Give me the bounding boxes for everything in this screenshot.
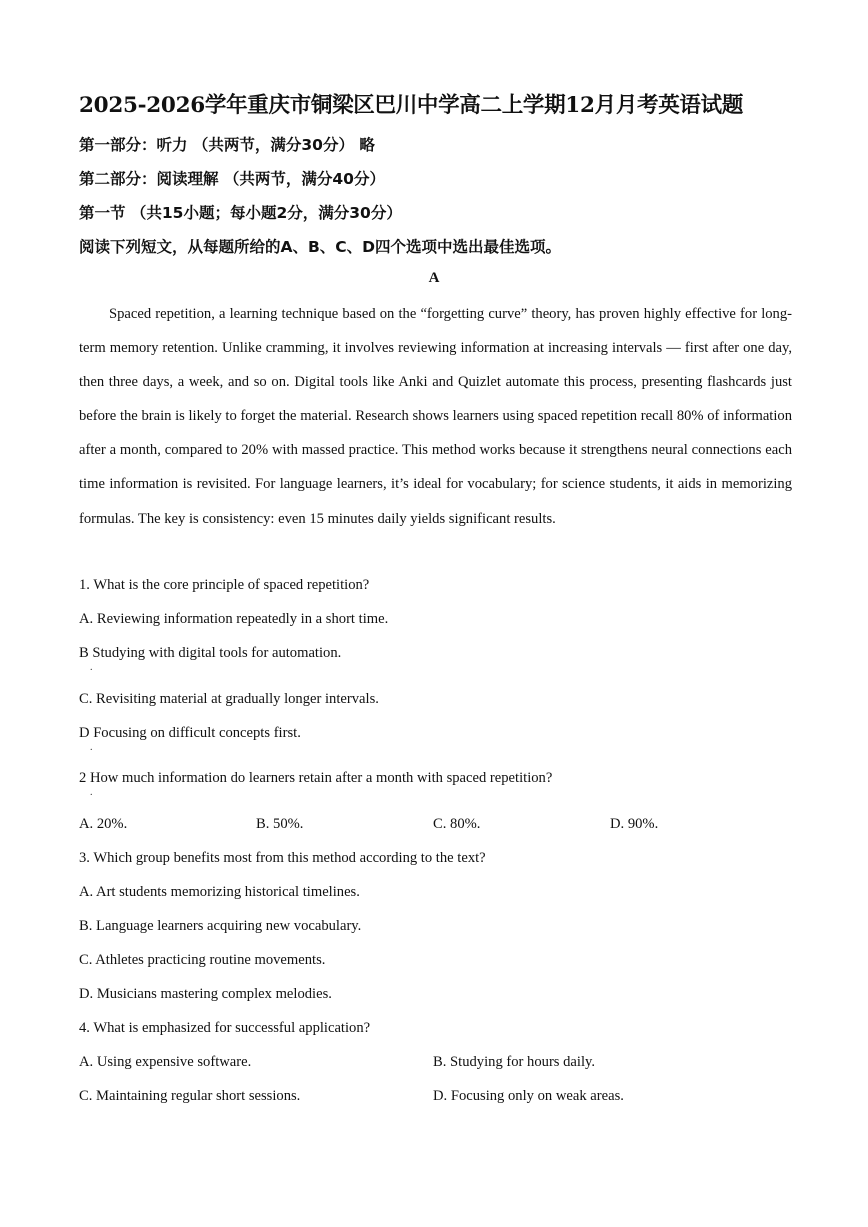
option-c: C. Maintaining regular short sessions. [79, 1088, 301, 1104]
option-d: D. Musicians mastering complex melodies. [79, 986, 332, 1002]
option-b: B. Studying for hours daily. [433, 1054, 596, 1070]
option-a: A. Art students memorizing historical timelines. [79, 884, 360, 900]
section1-heading: 第一节 （共15小题；每小题2分，满分30分） [79, 204, 402, 222]
option-b: B Studying with digital tools for automation. [79, 645, 342, 661]
stray-dot: . [90, 662, 93, 673]
question-stem: 1. What is the core principle of spaced repetition? [79, 577, 370, 593]
option-d: D Focusing on difficult concepts first. [79, 725, 301, 741]
option-b: B. Language learners acquiring new vocabulary. [79, 918, 362, 934]
option-d: D. 90%. [610, 816, 659, 832]
passage-label: A [428, 270, 440, 286]
question-stem: 3. Which group benefits most from this method according to the text? [79, 850, 486, 866]
stray-dot: . [90, 742, 93, 753]
question-stem: 4. What is emphasized for successful application? [79, 1020, 371, 1036]
option-c: C. Athletes practicing routine movements. [79, 952, 326, 968]
option-a: A. Reviewing information repeatedly in a short time. [79, 611, 389, 627]
question-stem: 2 How much information do learners retain after a month with spaced repetition? [79, 770, 553, 786]
option-c: C. 80%. [433, 816, 481, 832]
instruction-text: 阅读下列短文，从每题所给的A、B、C、D四个选项中选出最佳选项。 [79, 238, 562, 256]
passage-text: Spaced repetition, a learning technique based on the “forgetting curve” theory, has proven highly effective for long-term memory retention. Unlike cramming, it involves reviewing information at increasing intervals — first after one day, then three days, a week, and so on. Digital tools like Anki and Quizlet automate this process, presenting flashcards just before the brain is likely to forget the material. Research shows learners using spaced repetition recall 80% of information after a month, compared to 20% with massed practice. This method works because it strengthens neural connections each time information is revisited. For language learners, it’s ideal for vocabulary; for science students, it aids in memorizing formulas. The key is consistency: even 15 minutes daily yields significant results. [79, 306, 792, 527]
part1-heading: 第一部分：听力 （共两节，满分30分） 略 [79, 136, 375, 154]
option-d: D. Focusing only on weak areas. [433, 1088, 624, 1104]
part2-heading: 第二部分：阅读理解 （共两节，满分40分） [79, 170, 385, 188]
option-a: A. Using expensive software. [79, 1054, 252, 1070]
option-b: B. 50%. [256, 816, 304, 832]
page-title: 2025-2026学年重庆市铜梁区巴川中学高二上学期12月月考英语试题 [79, 93, 744, 118]
option-a: A. 20%. [79, 816, 128, 832]
option-c: C. Revisiting material at gradually longer intervals. [79, 691, 379, 707]
stray-dot: . [90, 787, 93, 798]
